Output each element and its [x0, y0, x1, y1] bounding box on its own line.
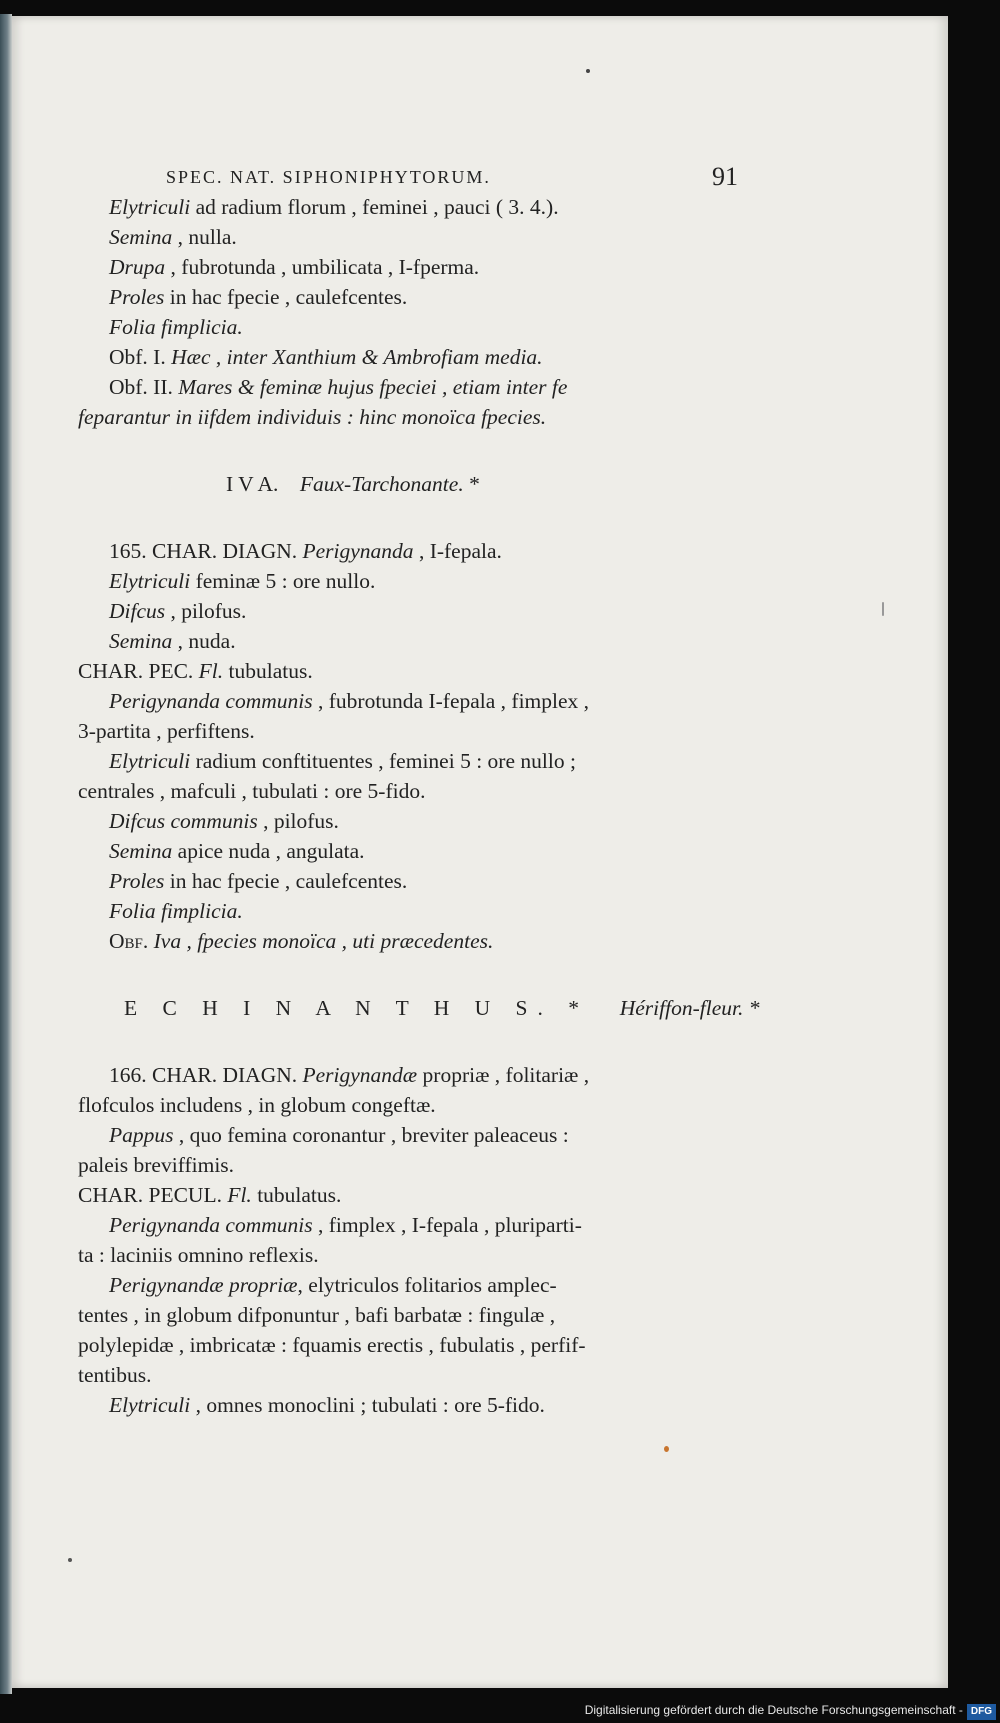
line-italic: Perigynanda — [302, 539, 414, 563]
page-text — [78, 162, 760, 1420]
line-italic: Elytriculi — [109, 569, 191, 593]
line-italic: Perigynanda communis — [109, 689, 313, 713]
paper-speck — [882, 602, 884, 616]
line-italic: Iva , fpecies monoïca , uti præcedentes. — [153, 929, 494, 953]
line-label: 165. CHAR. DIAGN. — [109, 539, 303, 563]
line-label: Semina — [109, 225, 173, 249]
dfg-logo: DFG — [967, 1704, 996, 1720]
line-label: Proles — [109, 285, 165, 309]
text-line — [78, 1270, 738, 1300]
text-line — [78, 222, 738, 252]
line-label: 166. CHAR. DIAGN. — [109, 1063, 303, 1087]
book-spine-edge — [0, 14, 12, 1694]
line-tail: Hæc , inter Xanthium & Ambrofiam media. — [171, 345, 543, 369]
text-line — [78, 536, 738, 566]
line-text: , pilofus. — [257, 809, 339, 833]
line-italic: Elytriculi — [109, 1393, 191, 1417]
line-italic: Perigynandæ — [302, 1063, 418, 1087]
line-text: tubulatus. — [251, 1183, 342, 1207]
line-text: , quo femina coronantur , breviter paleaceus : — [173, 1123, 569, 1147]
line-label: Elytriculi — [109, 195, 191, 219]
line-italic: Pappus — [109, 1123, 174, 1147]
text-line — [78, 596, 738, 626]
paper-speck — [586, 69, 590, 73]
line-text: , fimplex , I-fepala , pluriparti- — [312, 1213, 582, 1237]
text-line — [78, 372, 738, 402]
line-italic: Difcus — [109, 599, 166, 623]
text-line — [78, 566, 738, 596]
line-label: CHAR. PECUL. — [78, 1183, 228, 1207]
text-line — [78, 192, 738, 222]
line-italic: Semina — [109, 839, 173, 863]
line-italic: Perigynanda communis — [109, 1213, 313, 1237]
line-text: , elytriculos folitarios amplec- — [297, 1273, 557, 1297]
line-text: in hac fpecie , caulefcentes. — [164, 869, 408, 893]
text-line — [78, 1150, 738, 1180]
text-line — [78, 1210, 738, 1240]
line-text: , fubrotunda I-fepala , fimplex , — [312, 689, 590, 713]
line-text: Obf. I. — [109, 345, 172, 369]
line-text: polylepidæ , imbricatæ : fquamis erectis , fubulatis , perfif- — [78, 1333, 586, 1357]
line-text: ta : laciniis omnino reflexis. — [78, 1243, 319, 1267]
text-line — [78, 896, 738, 926]
line-text: Obf. II. — [109, 375, 179, 399]
line-tail: Mares & feminæ hujus fpeciei , etiam inter fe — [178, 375, 568, 399]
text-line — [78, 1060, 738, 1090]
line-text: , nuda. — [172, 629, 236, 653]
text-line — [78, 1300, 738, 1330]
line-text: tubulatus. — [223, 659, 313, 683]
line-text: paleis breviffimis. — [78, 1153, 235, 1177]
text-line — [78, 342, 738, 372]
line-label: CHAR. PEC. — [78, 659, 199, 683]
paper-speck — [664, 1446, 669, 1452]
iva-section — [78, 536, 738, 956]
digitization-credit: Digitalisierung gefördert durch die Deutsche Forschungsgemeinschaft - DFG — [0, 1700, 996, 1720]
genus-heading-echinanthus: E C H I N A N T H U S. * Hériffon-fleur. * — [124, 996, 760, 1020]
genus-heading-iva: I V A. Faux-Tarchonante. * — [226, 472, 480, 496]
line-italic: Perigynandæ propriæ — [109, 1273, 298, 1297]
intro-continuation: feparantur in iifdem individuis : hinc monoïca fpecies. — [78, 405, 547, 429]
text-line — [78, 866, 738, 896]
line-text: ad radium florum , feminei , pauci ( 3. 4.). — [190, 195, 559, 219]
text-line — [78, 312, 738, 342]
line-text: feminæ 5 : ore nullo. — [190, 569, 376, 593]
line-italic: Difcus communis — [109, 809, 258, 833]
text-line — [78, 1330, 738, 1360]
line-text: radium conftituentes , feminei 5 : ore nullo ; — [190, 749, 576, 773]
line-text: , nulla. — [172, 225, 237, 249]
line-italic: Folia fimplicia. — [109, 899, 243, 923]
text-line — [78, 626, 738, 656]
text-line — [78, 252, 738, 282]
text-line — [78, 1120, 738, 1150]
line-italic: Semina — [109, 629, 173, 653]
line-text: , pilofus. — [165, 599, 247, 623]
page-number: 91 — [712, 162, 738, 191]
line-text: , fubrotunda , umbilicata , I-fperma. — [165, 255, 480, 279]
line-label: Obf. — [109, 929, 154, 953]
text-line — [78, 806, 738, 836]
echinanthus-section — [78, 1060, 738, 1420]
line-italic: Fl. — [198, 659, 224, 683]
text-line — [78, 282, 738, 312]
line-text: apice nuda , angulata. — [172, 839, 365, 863]
line-text: flofculos includens , in globum congeftæ. — [78, 1093, 436, 1117]
text-line — [78, 1360, 738, 1390]
line-text: propriæ , folitariæ , — [417, 1063, 590, 1087]
line-italic: Elytriculi — [109, 749, 191, 773]
text-line — [78, 836, 738, 866]
line-text: 3-partita , perfiftens. — [78, 719, 255, 743]
text-line — [78, 1090, 738, 1120]
line-text: , I-fepala. — [413, 539, 502, 563]
line-text: tentibus. — [78, 1363, 152, 1387]
line-text: tentes , in globum difponuntur , bafi barbatæ : fingulæ , — [78, 1303, 556, 1327]
text-line — [78, 656, 738, 686]
running-header — [78, 162, 738, 192]
text-line — [78, 1240, 738, 1270]
text-line — [78, 746, 738, 776]
text-line — [78, 776, 738, 806]
intro-section — [78, 192, 738, 402]
line-text: centrales , mafculi , tubulati : ore 5-fido. — [78, 779, 426, 803]
text-line — [78, 1390, 738, 1420]
text-line — [78, 1180, 738, 1210]
running-title: SPEC. NAT. SIPHONIPHYTORUM. — [166, 167, 491, 187]
line-label: Drupa — [109, 255, 166, 279]
line-label: Folia fimplicia. — [109, 315, 243, 339]
paper-speck — [68, 1558, 72, 1562]
line-italic: Proles — [109, 869, 165, 893]
line-italic: Fl. — [227, 1183, 252, 1207]
text-line — [78, 926, 738, 956]
line-text: in hac fpecie , caulefcentes. — [164, 285, 408, 309]
text-line — [78, 716, 738, 746]
text-line — [78, 686, 738, 716]
line-text: , omnes monoclini ; tubulati : ore 5-fido. — [190, 1393, 545, 1417]
